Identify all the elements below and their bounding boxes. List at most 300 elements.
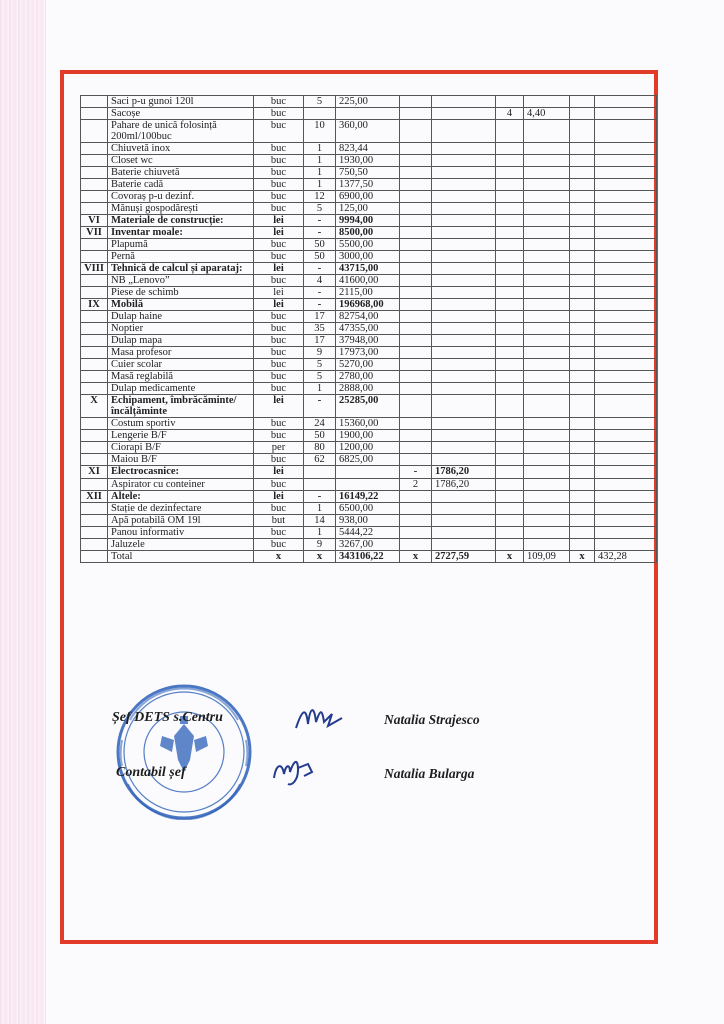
cell-name: NB „Lenovo”	[108, 275, 254, 287]
chief-signature	[292, 700, 352, 736]
cell-num	[81, 478, 108, 490]
cell-s4	[595, 347, 657, 359]
cell-sum: 47355,00	[336, 323, 400, 335]
cell-s3	[524, 96, 570, 108]
cell-q2	[400, 526, 432, 538]
left-margin-strip	[0, 0, 46, 1024]
cell-s4	[595, 442, 657, 454]
cell-q4	[570, 502, 595, 514]
cell-s3	[524, 263, 570, 275]
cell-qty: 1	[304, 526, 336, 538]
cell-qty: 10	[304, 120, 336, 143]
cell-q2	[400, 383, 432, 395]
cell-s2	[432, 275, 496, 287]
cell-q2	[400, 335, 432, 347]
cell-qty: 1	[304, 383, 336, 395]
cell-s2	[432, 383, 496, 395]
total-cell-q4: x	[570, 550, 595, 562]
cell-sum: 1900,00	[336, 430, 400, 442]
cell-name: Covoraș p-u dezinf.	[108, 191, 254, 203]
cell-num	[81, 191, 108, 203]
cell-name: Stație de dezinfectare	[108, 502, 254, 514]
cell-qty: 5	[304, 371, 336, 383]
cell-q2	[400, 155, 432, 167]
table-row	[81, 215, 657, 227]
cell-s2	[432, 538, 496, 550]
cell-q2	[400, 96, 432, 108]
cell-num	[81, 275, 108, 287]
cell-s3	[524, 120, 570, 143]
cell-q2	[400, 120, 432, 143]
accountant-label: Contabil șef	[116, 765, 186, 780]
cell-s2	[432, 251, 496, 263]
total-cell-q2: x	[400, 550, 432, 562]
cell-um: buc	[254, 502, 304, 514]
cell-qty: -	[304, 287, 336, 299]
table-row	[81, 395, 657, 418]
total-cell-s4: 432,28	[595, 550, 657, 562]
table-row	[81, 227, 657, 239]
cell-sum: 938,00	[336, 514, 400, 526]
cell-name: Masă reglabilă	[108, 371, 254, 383]
cell-s2	[432, 191, 496, 203]
total-cell-label: Total	[108, 550, 254, 562]
cell-q4	[570, 179, 595, 191]
cell-name: Pahare de unică folosință 200ml/100buc	[108, 120, 254, 143]
cell-qty: 50	[304, 239, 336, 251]
cell-q3	[496, 299, 524, 311]
cell-q3	[496, 478, 524, 490]
cell-q3	[496, 143, 524, 155]
cell-q2	[400, 191, 432, 203]
table-row	[81, 538, 657, 550]
cell-q3	[496, 155, 524, 167]
cell-q3	[496, 323, 524, 335]
cell-num	[81, 239, 108, 251]
cell-s4	[595, 395, 657, 418]
cell-s4	[595, 490, 657, 502]
cell-um: buc	[254, 203, 304, 215]
cell-q3	[496, 96, 524, 108]
cell-num	[81, 335, 108, 347]
cell-q3	[496, 120, 524, 143]
cell-s3	[524, 502, 570, 514]
cell-num: X	[81, 395, 108, 418]
cell-qty: 80	[304, 442, 336, 454]
cell-um: lei	[254, 395, 304, 418]
cell-sum: 41600,00	[336, 275, 400, 287]
cell-s2	[432, 203, 496, 215]
cell-qty: 9	[304, 538, 336, 550]
cell-s3	[524, 454, 570, 466]
cell-s4	[595, 287, 657, 299]
cell-qty: 5	[304, 203, 336, 215]
cell-qty: -	[304, 299, 336, 311]
chief-name: Natalia Strajesco	[384, 712, 480, 727]
cell-q2	[400, 430, 432, 442]
cell-sum: 1200,00	[336, 442, 400, 454]
cell-sum: 125,00	[336, 203, 400, 215]
cell-num	[81, 418, 108, 430]
cell-sum: 750,50	[336, 167, 400, 179]
cell-q4	[570, 383, 595, 395]
cell-q4	[570, 108, 595, 120]
cell-q2	[400, 179, 432, 191]
cell-s4	[595, 311, 657, 323]
cell-name: Panou informativ	[108, 526, 254, 538]
cell-num	[81, 323, 108, 335]
cell-q3	[496, 490, 524, 502]
cell-q3	[496, 287, 524, 299]
cell-qty: 17	[304, 311, 336, 323]
cell-qty: 62	[304, 454, 336, 466]
cell-q2	[400, 251, 432, 263]
cell-s4	[595, 167, 657, 179]
cell-q3: 4	[496, 108, 524, 120]
cell-q3	[496, 395, 524, 418]
table-row	[81, 263, 657, 275]
cell-q2	[400, 323, 432, 335]
cell-q4	[570, 454, 595, 466]
cell-name: Cuier scolar	[108, 359, 254, 371]
table-row	[81, 275, 657, 287]
table-row	[81, 502, 657, 514]
cell-num	[81, 203, 108, 215]
cell-q3	[496, 203, 524, 215]
table-row	[81, 239, 657, 251]
cell-qty: 50	[304, 251, 336, 263]
cell-name: Saci p-u gunoi 120l	[108, 96, 254, 108]
cell-um: buc	[254, 167, 304, 179]
cell-um: buc	[254, 418, 304, 430]
cell-um: lei	[254, 263, 304, 275]
cell-q3	[496, 167, 524, 179]
cell-um: buc	[254, 143, 304, 155]
cell-um: buc	[254, 191, 304, 203]
cell-q2	[400, 490, 432, 502]
cell-sum: 823,44	[336, 143, 400, 155]
cell-num	[81, 526, 108, 538]
cell-s2: 1786,20	[432, 478, 496, 490]
cell-s4	[595, 251, 657, 263]
cell-q3	[496, 227, 524, 239]
cell-num	[81, 251, 108, 263]
cell-num: VII	[81, 227, 108, 239]
cell-s4	[595, 466, 657, 478]
cell-s4	[595, 155, 657, 167]
cell-sum: 6500,00	[336, 502, 400, 514]
cell-s4	[595, 179, 657, 191]
cell-s3	[524, 359, 570, 371]
cell-q4	[570, 215, 595, 227]
table-row	[81, 526, 657, 538]
cell-q3	[496, 454, 524, 466]
cell-q4	[570, 167, 595, 179]
cell-s2	[432, 514, 496, 526]
cell-q4	[570, 442, 595, 454]
cell-s2	[432, 371, 496, 383]
cell-s2	[432, 359, 496, 371]
cell-q4	[570, 227, 595, 239]
cell-sum: 6825,00	[336, 454, 400, 466]
table-row	[81, 179, 657, 191]
cell-num	[81, 155, 108, 167]
cell-q4	[570, 371, 595, 383]
cell-q2	[400, 263, 432, 275]
table-row	[81, 203, 657, 215]
cell-q4	[570, 335, 595, 347]
cell-s3	[524, 215, 570, 227]
cell-s2	[432, 490, 496, 502]
cell-q3	[496, 263, 524, 275]
cell-name: Apă potabilă OM 19l	[108, 514, 254, 526]
cell-s2	[432, 299, 496, 311]
cell-qty	[304, 478, 336, 490]
accountant-name: Natalia Bularga	[384, 766, 475, 781]
cell-num: VI	[81, 215, 108, 227]
cell-s3	[524, 383, 570, 395]
cell-um: buc	[254, 538, 304, 550]
cell-name: Aspirator cu conteiner	[108, 478, 254, 490]
cell-s2	[432, 454, 496, 466]
cell-s3	[524, 299, 570, 311]
cell-qty: 1	[304, 143, 336, 155]
cell-s3	[524, 442, 570, 454]
cell-q3	[496, 371, 524, 383]
cell-s4	[595, 299, 657, 311]
cell-name: Altele:	[108, 490, 254, 502]
cell-s2	[432, 430, 496, 442]
table-row	[81, 108, 657, 120]
cell-um: buc	[254, 311, 304, 323]
official-seal	[100, 680, 268, 820]
cell-q4	[570, 311, 595, 323]
cell-sum: 17973,00	[336, 347, 400, 359]
cell-name: Pernă	[108, 251, 254, 263]
table-row	[81, 299, 657, 311]
table-row	[81, 454, 657, 466]
cell-q4	[570, 514, 595, 526]
cell-um: lei	[254, 490, 304, 502]
cell-q4	[570, 347, 595, 359]
cell-um: lei	[254, 299, 304, 311]
cell-num	[81, 383, 108, 395]
cell-qty: 17	[304, 335, 336, 347]
cell-s3	[524, 478, 570, 490]
cell-s3	[524, 514, 570, 526]
cell-name: Piese de schimb	[108, 287, 254, 299]
cell-q3	[496, 275, 524, 287]
cell-s4	[595, 454, 657, 466]
cell-sum	[336, 478, 400, 490]
cell-s3	[524, 418, 570, 430]
cell-um: buc	[254, 359, 304, 371]
cell-sum: 3000,00	[336, 251, 400, 263]
cell-um: buc	[254, 179, 304, 191]
table-row	[81, 418, 657, 430]
cell-um: buc	[254, 251, 304, 263]
cell-qty: 1	[304, 167, 336, 179]
table-row	[81, 383, 657, 395]
cell-sum: 5500,00	[336, 239, 400, 251]
cell-s4	[595, 418, 657, 430]
cell-num: XII	[81, 490, 108, 502]
cell-q2	[400, 215, 432, 227]
total-cell	[81, 550, 108, 562]
cell-num	[81, 287, 108, 299]
table-row	[81, 478, 657, 490]
cell-s3	[524, 179, 570, 191]
cell-um: buc	[254, 430, 304, 442]
cell-s2	[432, 179, 496, 191]
table-row	[81, 191, 657, 203]
cell-s4	[595, 263, 657, 275]
cell-sum: 225,00	[336, 96, 400, 108]
cell-s4	[595, 323, 657, 335]
cell-um: buc	[254, 383, 304, 395]
cell-qty: -	[304, 227, 336, 239]
table-row	[81, 155, 657, 167]
cell-um: per	[254, 442, 304, 454]
cell-q4	[570, 120, 595, 143]
table-row	[81, 514, 657, 526]
cell-num	[81, 454, 108, 466]
table-row	[81, 251, 657, 263]
total-row	[81, 550, 657, 562]
cell-s3	[524, 287, 570, 299]
cell-s4	[595, 143, 657, 155]
cell-s3	[524, 155, 570, 167]
cell-s2	[432, 227, 496, 239]
cell-q3	[496, 418, 524, 430]
cell-sum: 37948,00	[336, 335, 400, 347]
cell-q3	[496, 538, 524, 550]
cell-qty	[304, 466, 336, 478]
cell-s2	[432, 287, 496, 299]
cell-s2	[432, 120, 496, 143]
cell-s2	[432, 323, 496, 335]
cell-num	[81, 442, 108, 454]
cell-q4	[570, 155, 595, 167]
cell-s3	[524, 203, 570, 215]
cell-q3	[496, 383, 524, 395]
cell-name: Mănuși gospodărești	[108, 203, 254, 215]
cell-um: buc	[254, 323, 304, 335]
cell-s3	[524, 538, 570, 550]
cell-num	[81, 347, 108, 359]
cell-s3	[524, 311, 570, 323]
cell-s2	[432, 347, 496, 359]
cell-s4	[595, 203, 657, 215]
table-row	[81, 96, 657, 108]
cell-s2: 1786,20	[432, 466, 496, 478]
cell-name: Baterie cadă	[108, 179, 254, 191]
cell-num	[81, 430, 108, 442]
cell-sum: 1377,50	[336, 179, 400, 191]
table-row	[81, 167, 657, 179]
cell-q4	[570, 143, 595, 155]
cell-name: Dulap medicamente	[108, 383, 254, 395]
cell-q4	[570, 395, 595, 418]
cell-q4	[570, 418, 595, 430]
cell-um: lei	[254, 287, 304, 299]
cell-num	[81, 371, 108, 383]
cell-q3	[496, 466, 524, 478]
cell-sum: 3267,00	[336, 538, 400, 550]
cell-um: buc	[254, 108, 304, 120]
cell-s3	[524, 466, 570, 478]
cell-um: buc	[254, 155, 304, 167]
cell-q3	[496, 514, 524, 526]
cell-s3	[524, 323, 570, 335]
cell-q4	[570, 359, 595, 371]
cell-name: Costum sportiv	[108, 418, 254, 430]
cell-qty: -	[304, 263, 336, 275]
cell-s2	[432, 263, 496, 275]
table-row	[81, 143, 657, 155]
cell-sum: 25285,00	[336, 395, 400, 418]
cell-q4	[570, 466, 595, 478]
cell-sum	[336, 466, 400, 478]
cell-q3	[496, 239, 524, 251]
cell-name: Maiou B/F	[108, 454, 254, 466]
cell-s2	[432, 155, 496, 167]
cell-s4	[595, 215, 657, 227]
cell-um: buc	[254, 478, 304, 490]
cell-sum: 8500,00	[336, 227, 400, 239]
cell-s4	[595, 108, 657, 120]
cell-q2: 2	[400, 478, 432, 490]
cell-q2	[400, 395, 432, 418]
cell-q2	[400, 514, 432, 526]
cell-q2	[400, 227, 432, 239]
cell-um: buc	[254, 120, 304, 143]
cell-q4	[570, 299, 595, 311]
cell-sum: 360,00	[336, 120, 400, 143]
cell-s2	[432, 215, 496, 227]
cell-s3	[524, 335, 570, 347]
cell-s4	[595, 96, 657, 108]
cell-sum: 6900,00	[336, 191, 400, 203]
cell-s3: 4,40	[524, 108, 570, 120]
cell-um: buc	[254, 347, 304, 359]
cell-um: lei	[254, 215, 304, 227]
cell-s4	[595, 227, 657, 239]
cell-s3	[524, 395, 570, 418]
cell-num: IX	[81, 299, 108, 311]
cell-qty: 9	[304, 347, 336, 359]
cell-q4	[570, 239, 595, 251]
table-row	[81, 430, 657, 442]
cell-q2	[400, 167, 432, 179]
cell-s4	[595, 275, 657, 287]
cell-num	[81, 311, 108, 323]
table-row	[81, 371, 657, 383]
cell-um: buc	[254, 239, 304, 251]
cell-q3	[496, 526, 524, 538]
cell-qty: 12	[304, 191, 336, 203]
cell-q2	[400, 287, 432, 299]
cell-s4	[595, 191, 657, 203]
cell-s2	[432, 96, 496, 108]
cell-s4	[595, 526, 657, 538]
cell-num: XI	[81, 466, 108, 478]
table-row	[81, 442, 657, 454]
cell-num	[81, 108, 108, 120]
cell-q3	[496, 347, 524, 359]
cell-sum: 82754,00	[336, 311, 400, 323]
table-row	[81, 311, 657, 323]
